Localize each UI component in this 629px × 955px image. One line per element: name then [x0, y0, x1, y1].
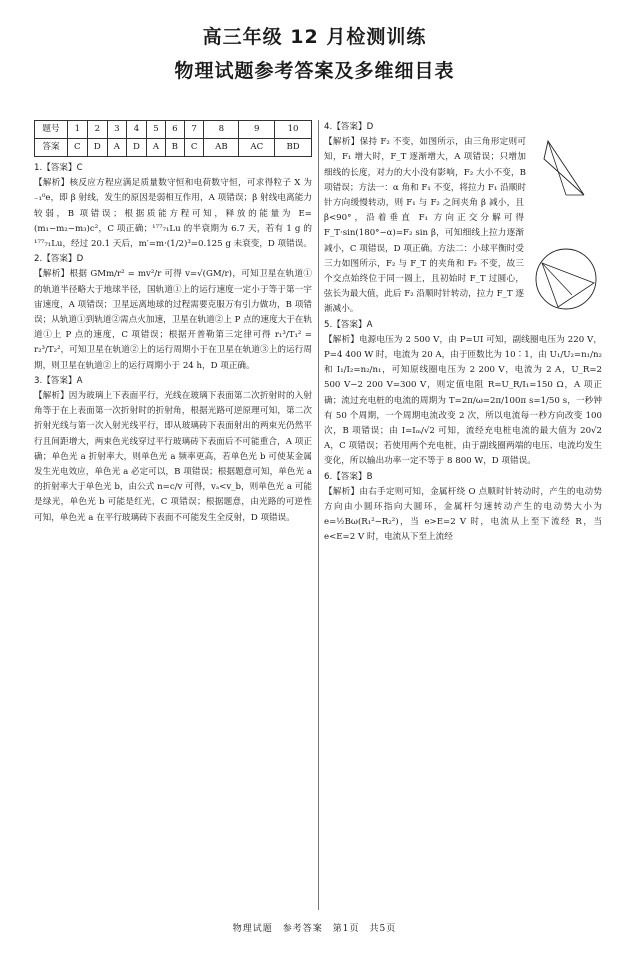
table-cell: 4 [126, 121, 146, 139]
table-cell: 5 [147, 121, 166, 139]
left-column [34, 120, 312, 526]
table-header-cell: 题号 [35, 121, 68, 139]
right-column [324, 120, 602, 546]
question-5-answer: 5.【答案】A [324, 319, 373, 330]
question-6-explanation: 【解析】由右手定则可知，金属杆绕 O 点顺时针转动时，产生的电动势方向由小圆环指向大圆环，金属杆匀速转动产生的电动势大小为 e=½Bω(R₁²−R₂²)，当 e>E=2 V 时，电流从上至下流经 R，当 e<E=2 V 时，电流从下至上流经 [324, 486, 602, 543]
answer-table-row-answers [35, 139, 312, 157]
question-4 [324, 120, 602, 318]
table-cell: 1 [68, 121, 88, 139]
table-cell: A [108, 139, 127, 157]
table-cell: 10 [275, 121, 312, 139]
force-triangle-diagram [530, 137, 602, 201]
question-1 [34, 161, 312, 252]
column-divider [318, 120, 319, 910]
table-header-cell: 答案 [35, 139, 68, 157]
question-5 [324, 318, 602, 470]
page-footer: 物理试题 参考答案 第1页 共5页 [232, 924, 397, 934]
table-cell: C [184, 139, 204, 157]
force-circle-diagram [528, 243, 602, 313]
question-2-explanation: 【解析】根据 GMm/r² = mv²/r 可得 v=√(GM/r)，可知卫星在轨道①的轨道半径略大于地球半径，国轨道①上的运行速度一定小于等于第一宇宙速度，A 项错误；卫星远离地球的过程需要克服万有引力做功，B 项错误；从轨道①到轨道②需点火加速，卫星在轨道②上 P 点的速度大于在轨道①上 P 点的速度，C 项错误；根据开普勒第三定律可得 r₁³/T₁² = r₂³/T₂²，可知卫星在轨道②上的运行周期小于在卫星在轨道③上的运行周期，则卫星在轨道②上的运行周期小于 24 h，D 项正确。 [34, 269, 312, 371]
page-title-line1: 高三年级 12 月检测训练 [202, 26, 427, 48]
question-1-answer: 1.【答案】C [34, 163, 83, 173]
table-cell: D [87, 139, 107, 157]
table-cell: A [147, 139, 166, 157]
table-cell: D [126, 139, 146, 157]
table-cell: AC [239, 139, 275, 157]
page-title-line2: 物理试题参考答案及多维细目表 [174, 60, 455, 82]
question-3-answer: 3.【答案】A [34, 375, 83, 386]
answer-table [34, 120, 312, 157]
table-cell: 8 [204, 121, 239, 139]
table-cell: C [68, 139, 88, 157]
table-cell: 3 [108, 121, 127, 139]
table-cell: AB [204, 139, 239, 157]
question-2 [34, 252, 312, 374]
table-cell: BD [275, 139, 312, 157]
question-4-answer: 4.【答案】D [324, 122, 374, 132]
table-cell: 7 [184, 121, 204, 139]
question-4-explanation: 【解析】保持 F₂ 不变，如图所示，由三角形定则可知，F₁ 增大时，F_T 逐渐增大，A 项错误；只增加细线的长度，对力的大小没有影响，F₂ 大小不变，B 项错误；方法一：α 角和 F₁ 不变，将拉力 F₁ 沿顺时针方向缓慢转动，则 F₁ 与 F₂ 之间夹角 β 减小，且 β<90°，沿着垂直 F₁ 方向正交分解可得 F_T·sin(180°−α)=F₂ sin β，可知细线上拉力逐渐减小，C 项错误，D 项正确。方法二：小球平衡时受三力如图所示，F₂ 与 F_T 的夹角和 F₂ 不变，故三个交点始终位于同一圆上，且初始时 F_T 过圆心，弦长为最大值，此后 F₂ 沿顺时针转动，拉力 F_T 逐渐减小。 [324, 137, 526, 315]
answer-table-row-numbers [35, 121, 312, 139]
question-6-answer: 6.【答案】B [324, 471, 373, 482]
question-1-explanation: 【解析】核反应方程应满足质量数守恒和电荷数守恒，可求得粒子 X 为 ₋₁⁰e，即 β 射线，发生的原因是弱相互作用，A 项错误；β 射线电离能力较弱，B 项错误；根据质能方程可知，释放的能量为 E=(m₁−m₂−m₃)c²，C 项正确；¹⁷⁷₇₁Lu 的半衰期为 6.7 天，若有 1 g 的¹⁷⁷₇₁Lu，经过 20.1 天后，m′=m·(1/2)³=0.125 g 未衰变，D 项错误。 [34, 178, 312, 250]
table-cell: 9 [239, 121, 275, 139]
table-cell: 2 [87, 121, 107, 139]
table-cell: 6 [165, 121, 184, 139]
question-3-explanation: 【解析】因为玻璃上下表面平行，光线在玻璃下表面第二次折射时的入射角等于在上表面第一次折射时的折射角，根据光路可逆原理可知，第二次折射光线与第一次入射光线平行，即从玻璃砖下表面射出的两束光仍然平行且间距增大，两束色光线穿过平行玻璃砖下表面后不可能重合，A 项正确；单色光 a 折射率大，则单色光 a 频率更高，若单色光 b 可使某金属发生光电效应，单色光 a 必定可以，B 项错误；根据题意可知，单色光 a 的折射率大于单色光 b，由公式 n=c/v 可得，vₐ<v_b，则单色光 a 可能是绿光，单色光 b 可能是红光，C 项错误；根据题意，由光路的可逆性可知，单色光 a 在平行玻璃砖下表面不可能发生全反射，D 项错误。 [34, 391, 312, 523]
question-3 [34, 374, 312, 526]
question-5-explanation: 【解析】电源电压为 2 500 V，由 P=UI 可知，副线圈电压为 220 V，P=4 400 W 时，电流为 20 A，由于匝数比为 10∶1，由 U₁/U₂=n₁/n₂ 和 I₁/I₂=n₂/n₁，可知原线圈电压为 2 200 V，电流为 2 A，U_R=2 500 V−2 200 V=300 V，则定值电阻 R=U_R/I₁=150 Ω，A 项正确；流过充电桩的电流的周期为 T=2π/ω=2π/100π s=1/50 s，一秒钟有 50 个周期，一个周期电流改变 2 次，所以电流每一秒方向改变 100 次，B 项错误；由 I=Iₘ/√2 可知，流经充电桩电流的最大值为 20√2 A，C 项错误；若使用两个充电桩，由于副线圈两端的电压、电流均发生变化，所以输出功率一定不等于 8 800 W，D 项错误。 [324, 334, 602, 467]
table-cell: B [165, 139, 184, 157]
question-2-answer: 2.【答案】D [34, 254, 84, 265]
question-6 [324, 470, 602, 546]
